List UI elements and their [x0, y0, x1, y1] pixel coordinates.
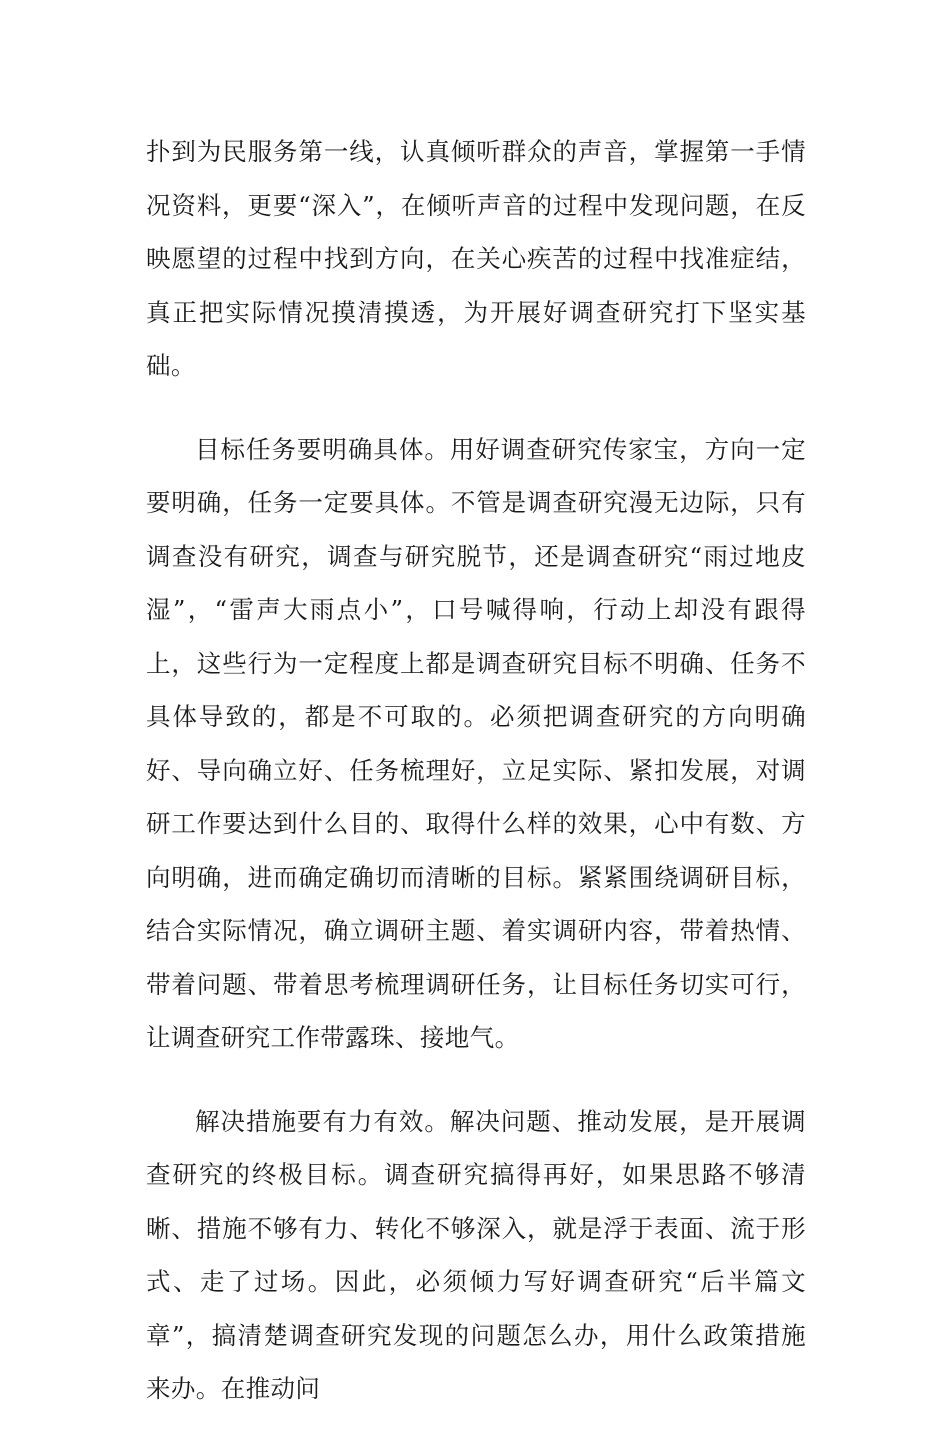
paragraph-goals-tasks: 目标任务要明确具体。用好调查研究传家宝，方向一定要明确，任务一定要具体。不管是调查研究漫无边际，只有调查没有研究，调查与研究脱节，还是调查研究“雨过地皮湿”，“雷声大雨点小”，口号喊得响，行动上却没有跟得上，这些行为一定程度上都是调查研究目标不明确、任务不具体导致的，都是不可取的。必须把调查研究的方向明确好、导向确立好、任务梳理好，立足实际、紧扣发展，对调研工作要达到什么目的、取得什么样的效果，心中有数、方向明确，进而确定确切而清晰的目标。紧紧围绕调研目标，结合实际情况，确立调研主题、着实调研内容，带着热情、带着问题、带着思考梳理调研任务，让目标任务切实可行，让调查研究工作带露珠、接地气。 [146, 434, 806, 1052]
body-text [146, 125, 806, 1446]
paragraph-continued: 扑到为民服务第一线，认真倾听群众的声音，掌握第一手情况资料，更要“深入”，在倾听声音的过程中发现问题，在反映愿望的过程中找到方向，在关心疾苦的过程中找准症结，真正把实际情况摸清摸透，为开展好调查研究打下坚实基础。 [146, 137, 806, 380]
paragraph-solutions: 解决措施要有力有效。解决问题、推动发展，是开展调查研究的终极目标。调查研究搞得再好，如果思路不够清晰、措施不够有力、转化不够深入，就是浮于表面、流于形式、走了过场。因此，必须倾力写好调查研究“后半篇文章”，搞清楚调查研究发现的问题怎么办，用什么政策措施来办。在推动问 [146, 1106, 806, 1403]
